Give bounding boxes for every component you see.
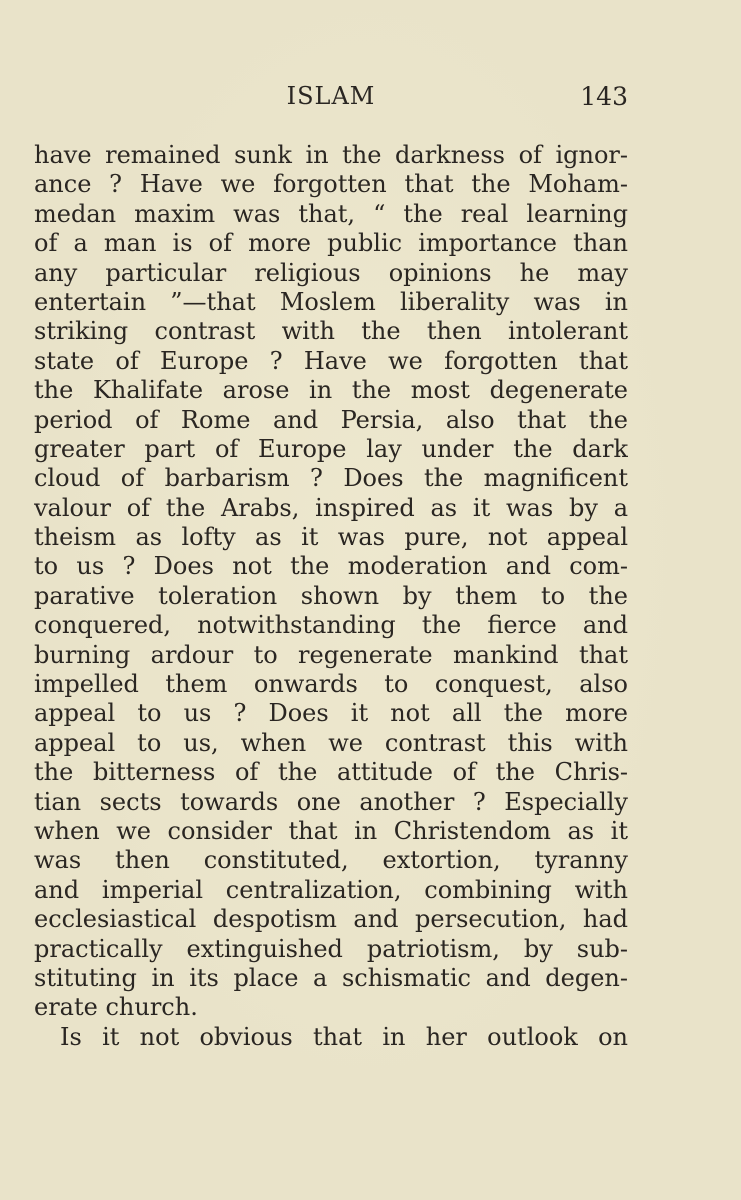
text-line: striking contrast with the then intolerant (34, 317, 628, 346)
text-line: ecclesiastical despotism and persecution, had (34, 905, 628, 934)
text-line: cloud of barbarism ? Does the magnificent (34, 464, 628, 493)
text-line: of a man is of more public importance than (34, 229, 628, 258)
text-line: and imperial centralization, combining with (34, 875, 628, 904)
body-text (34, 141, 628, 1052)
running-head (34, 82, 628, 118)
text-line: the bitterness of the attitude of the Chris- (34, 758, 628, 787)
text-line: appeal to us ? Does it not all the more (34, 699, 628, 728)
text-line: state of Europe ? Have we forgotten that (34, 346, 628, 375)
page-number: 143 (580, 82, 628, 111)
text-line: practically extinguished patriotism, by sub- (34, 934, 628, 963)
text-line: medan maxim was that, “ the real learning (34, 199, 628, 228)
text-line: parative toleration shown by them to the (34, 581, 628, 610)
text-line: conquered, notwithstanding the fierce and (34, 611, 628, 640)
text-line: was then constituted, extortion, tyranny (34, 846, 628, 875)
text-line: impelled them onwards to conquest, also (34, 670, 628, 699)
text-line: theism as lofty as it was pure, not appeal (34, 523, 628, 552)
paragraph-start-line: Is it not obvious that in her outlook on (60, 1022, 628, 1051)
running-title: ISLAM (286, 82, 376, 110)
text-line: burning ardour to regenerate mankind that (34, 640, 628, 669)
text-line: greater part of Europe lay under the dark (34, 434, 628, 463)
text-line: any particular religious opinions he may (34, 258, 628, 287)
text-line: ance ? Have we forgotten that the Moham- (34, 170, 628, 199)
text-line: when we consider that in Christendom as it (34, 816, 628, 845)
text-line: tian sects towards one another ? Especially (34, 787, 628, 816)
text-line: entertain ”—that Moslem liberality was in (34, 287, 628, 316)
paragraph-end-line: erate church. (34, 993, 198, 1022)
text-line: the Khalifate arose in the most degenerate (34, 376, 628, 405)
text-line: to us ? Does not the moderation and com- (34, 552, 628, 581)
text-line: have remained sunk in the darkness of ignor- (34, 141, 628, 169)
text-line: appeal to us, when we contrast this with (34, 728, 628, 757)
text-line: period of Rome and Persia, also that the (34, 405, 628, 434)
text-line: valour of the Arabs, inspired as it was by a (34, 493, 628, 522)
text-line: stituting in its place a schismatic and degen- (34, 963, 628, 992)
